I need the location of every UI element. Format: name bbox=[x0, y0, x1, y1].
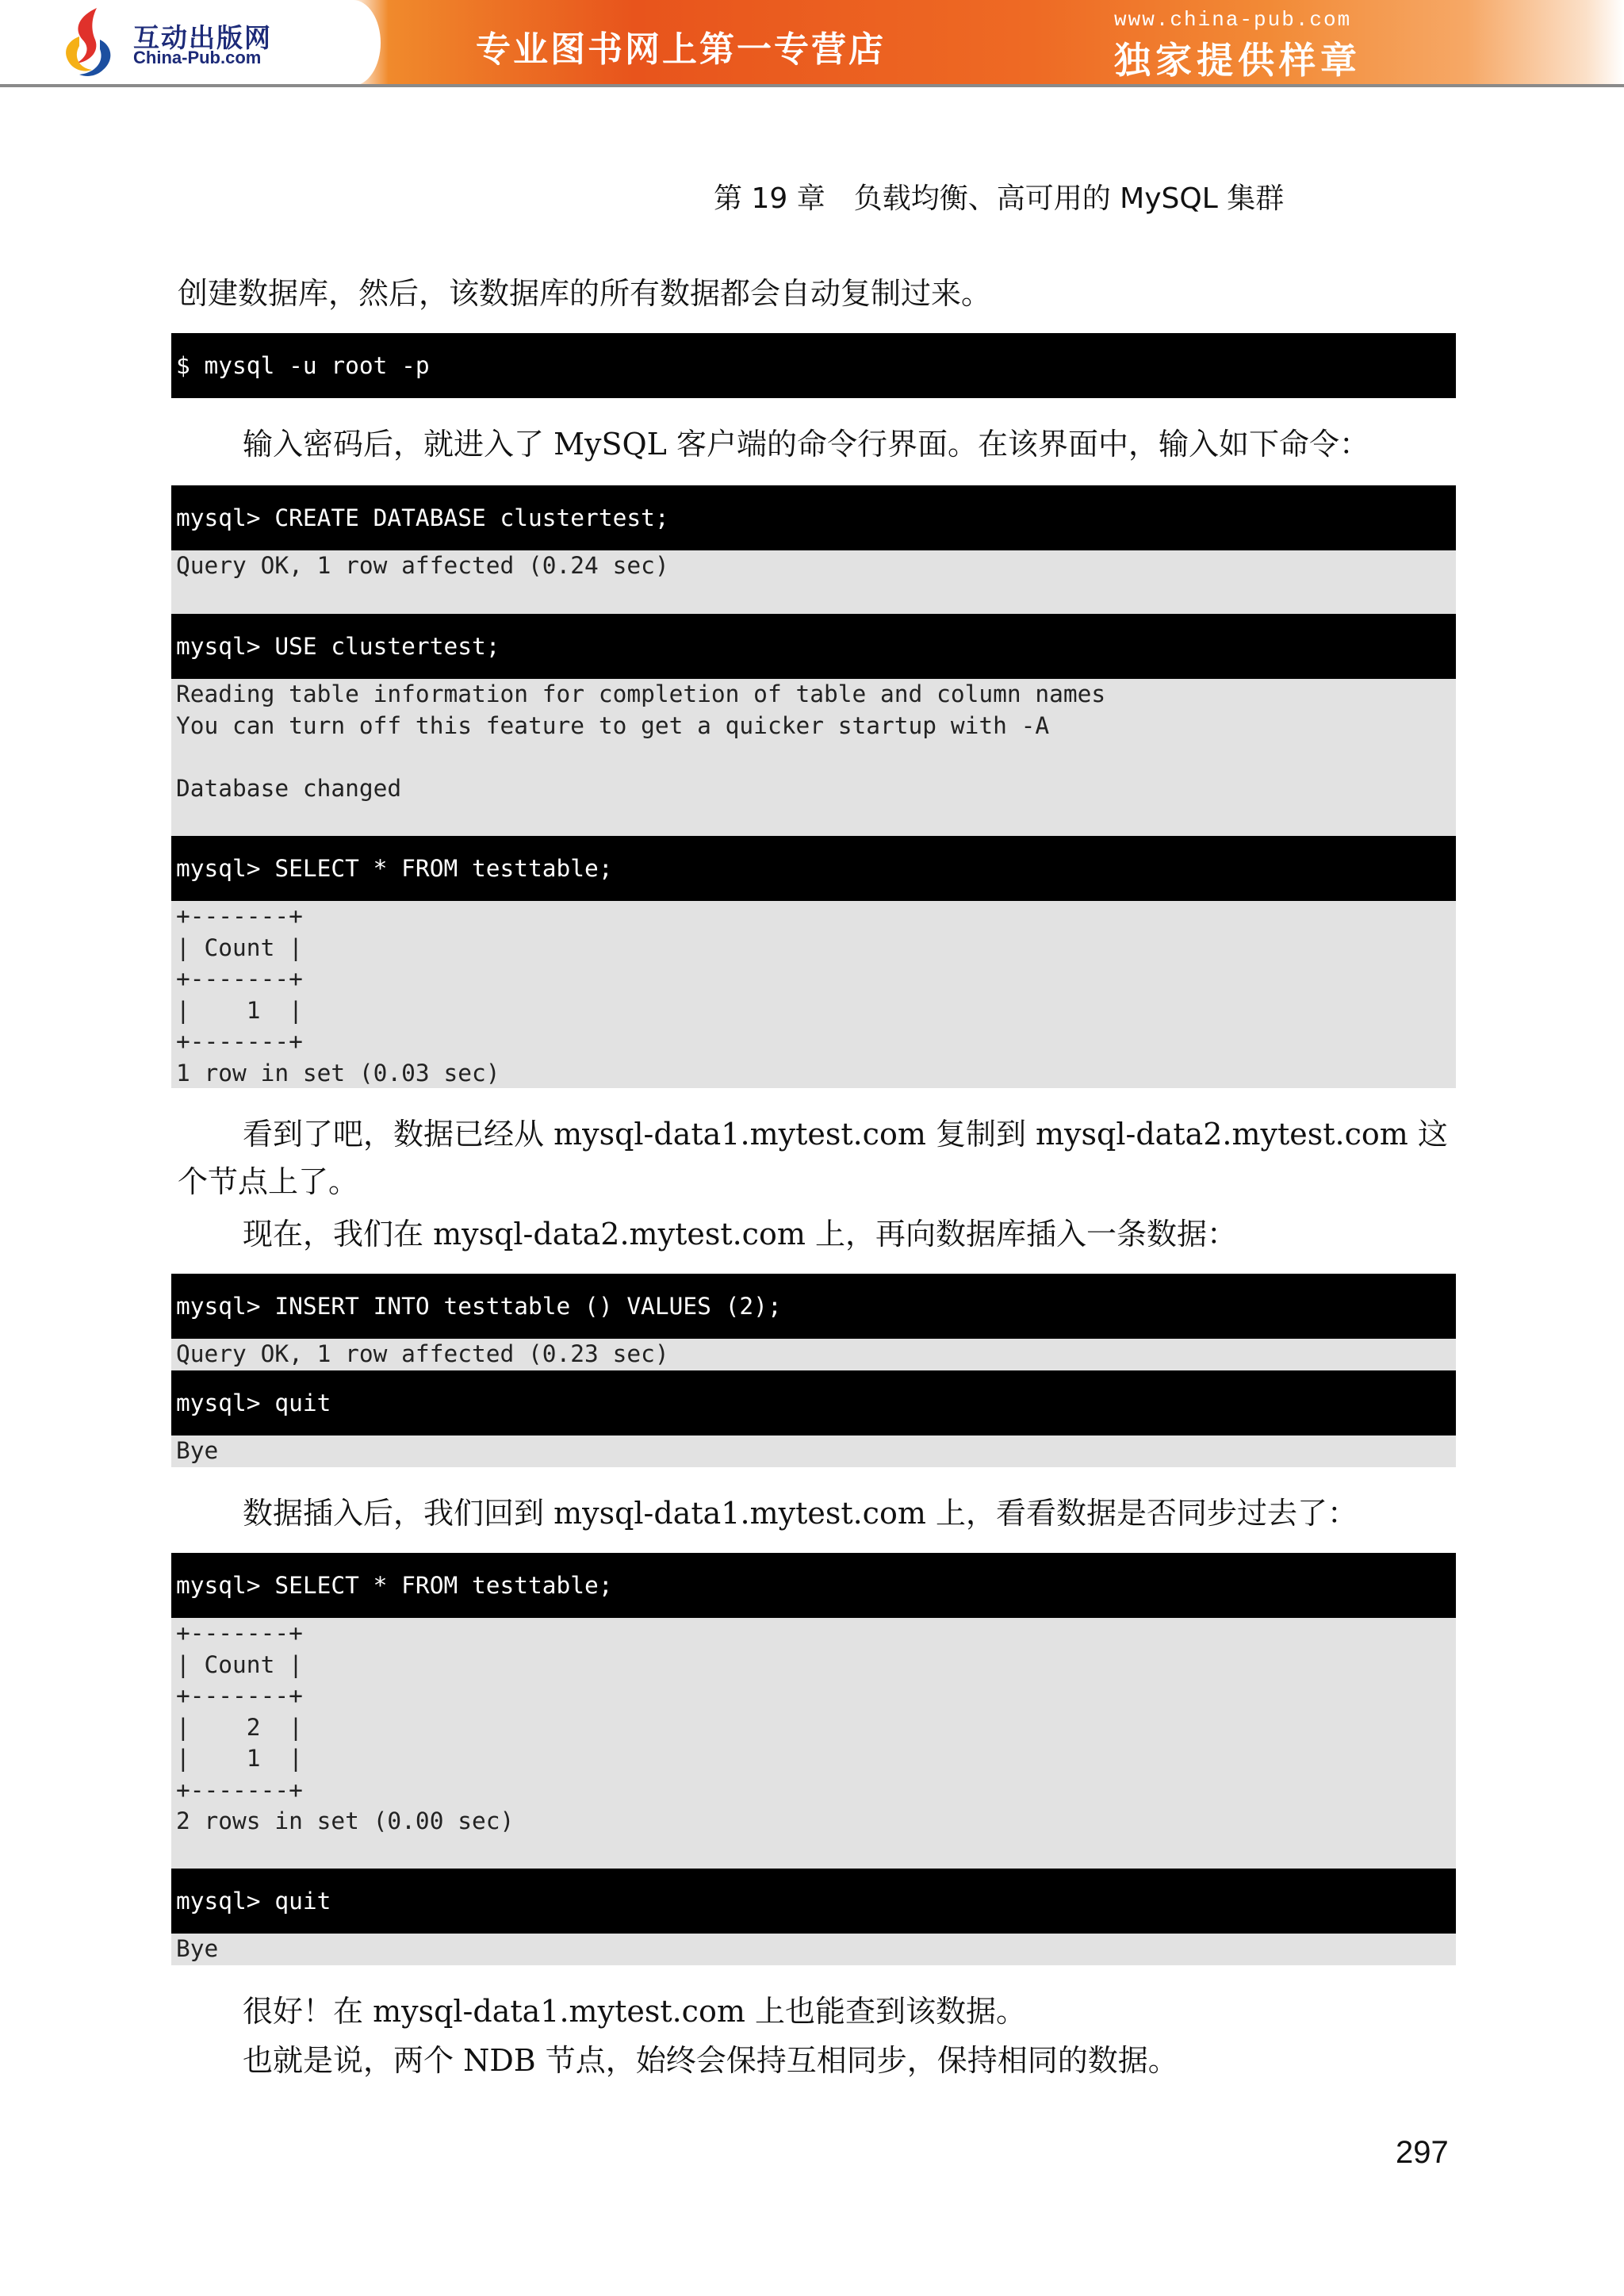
china-pub-logo-icon bbox=[56, 5, 127, 81]
paragraph-insert-intro: 现在，我们在 mysql-data2.mytest.com 上，再向数据库插入一条数据： bbox=[243, 1217, 1237, 1251]
code-command-insert: mysql> INSERT INTO testtable () VALUES (2); bbox=[171, 1274, 1456, 1339]
paragraph-check-sync: 数据插入后，我们回到 mysql-data1.mytest.com 上，看看数据是否同步过去了： bbox=[243, 1496, 1358, 1531]
code-command-select-1: mysql> SELECT * FROM testtable; bbox=[171, 836, 1456, 901]
banner-sample-tag: 独家提供样章 bbox=[1114, 39, 1362, 82]
code-output-create-database: Query OK, 1 row affected (0.24 sec) bbox=[171, 550, 1456, 614]
page-number: 297 bbox=[1396, 2135, 1449, 2170]
logo-english-name: China-Pub.com bbox=[133, 48, 262, 67]
banner-site-url: www.china-pub.com bbox=[1114, 8, 1352, 32]
code-command-use: mysql> USE clustertest; bbox=[171, 614, 1456, 679]
code-output-select-1: +-------+ | Count | +-------+ | 1 | +-------+ 1 row in set (0.03 sec) bbox=[171, 901, 1456, 1088]
chapter-running-head: 第 19 章 负载均衡、高可用的 MySQL 集群 bbox=[714, 182, 1285, 215]
code-output-select-2: +-------+ | Count | +-------+ | 2 | | 1 | +-------+ 2 rows in set (0.00 sec) bbox=[171, 1618, 1456, 1869]
code-output-quit-2: Bye bbox=[171, 1934, 1456, 1965]
header-banner bbox=[0, 0, 1624, 86]
code-output-quit-1: Bye bbox=[171, 1435, 1456, 1467]
paragraph-replicated: 看到了吧，数据已经从 mysql-data1.mytest.com 复制到 mysql-data2.mytest.com 这个节点上了。 bbox=[178, 1117, 1448, 1199]
paragraph-conclusion: 也就是说，两个 NDB 节点，始终会保持互相同步，保持相同的数据。 bbox=[243, 2043, 1178, 2078]
code-output-use: Reading table information for completion of table and column names You can turn off this feature to get a quicker startup with -A Database changed bbox=[171, 679, 1456, 836]
code-command-quit-1: mysql> quit bbox=[171, 1370, 1456, 1435]
code-command-create-database: mysql> CREATE DATABASE clustertest; bbox=[171, 485, 1456, 550]
banner-slogan: 专业图书网上第一专营店 bbox=[476, 29, 886, 70]
logo-chinese-name: 互动出版网 bbox=[133, 22, 272, 53]
banner-divider bbox=[0, 84, 1624, 87]
paragraph-enter-password: 输入密码后，就进入了 MySQL 客户端的命令行界面。在该界面中，输入如下命令： bbox=[243, 427, 1369, 462]
code-output-insert: Query OK, 1 row affected (0.23 sec) bbox=[171, 1339, 1456, 1370]
code-command-quit-2: mysql> quit bbox=[171, 1869, 1456, 1934]
paragraph-found-data: 很好！在 mysql-data1.mytest.com 上也能查到该数据。 bbox=[243, 1994, 1026, 2029]
paragraph-create-db: 创建数据库，然后，该数据库的所有数据都会自动复制过来。 bbox=[178, 276, 992, 311]
code-command-select-2: mysql> SELECT * FROM testtable; bbox=[171, 1553, 1456, 1618]
code-command-login: $ mysql -u root -p bbox=[171, 333, 1456, 398]
